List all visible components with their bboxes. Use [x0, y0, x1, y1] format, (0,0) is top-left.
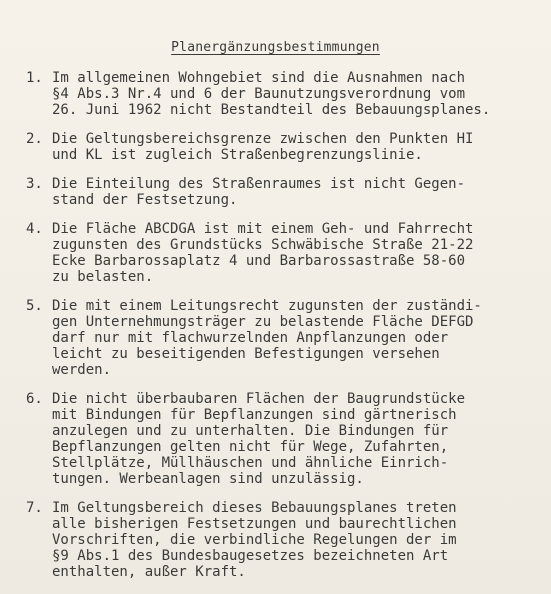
provision-number: 6.: [26, 391, 43, 407]
provision-number: 5.: [26, 298, 43, 314]
provision-item: [26, 298, 544, 378]
provision-number: 7.: [26, 500, 43, 516]
provision-number: 2.: [26, 131, 43, 147]
provision-text: Die nicht überbaubaren Flächen der Baugrundstücke mit Bindungen für Bepflanzungen sind gärtnerisch anzulegen und zu unterhalten. Die Bindungen für Bepflanzungen gelten nicht für Wege, Zufahrten, Stellplätze, Müllhäuschen und ähnliche Einrich- tungen. Werbeanlagen sind unzulässig.: [52, 391, 466, 487]
provision-text: Die Einteilung des Straßenraumes ist nicht Gegen- stand der Festsetzung.: [52, 176, 466, 208]
provision-text: Die Fläche ABCDGA ist mit einem Geh- und Fahrrecht zugunsten des Grundstücks Schwäbische Straße 21-22 Ecke Barbarossaplatz 4 und Barbarossastraße 58-60 zu belasten.: [52, 221, 474, 285]
provision-item: [26, 176, 544, 208]
provision-item: [26, 391, 544, 487]
provision-text: Die mit einem Leitungsrecht zugunsten der zuständi- gen Unternehmungsträger zu belastende Fläche DEFGD darf nur mit flachwurzelnden Anpflanzungen oder leicht zu beseitigenden Befestigungen versehen werden.: [52, 298, 482, 378]
provision-number: 4.: [26, 221, 43, 237]
provision-number: 1.: [26, 70, 43, 86]
provision-item: [26, 500, 544, 580]
provision-text: Im Geltungsbereich dieses Bebauungsplanes treten alle bisherigen Festsetzungen und baurechtlichen Vorschriften, die verbindliche Regelungen der im §9 Abs.1 des Bundesbaugesetzes bezeichneten Art enthalten, außer Kraft.: [52, 500, 457, 580]
provision-item: [26, 131, 544, 163]
provision-item: [26, 221, 544, 285]
provision-item: [26, 70, 544, 118]
provision-number: 3.: [26, 176, 43, 192]
document-title: Planergänzungsbestimmungen: [171, 40, 380, 55]
provision-text: Im allgemeinen Wohngebiet sind die Ausnahmen nach §4 Abs.3 Nr.4 und 6 der Baunutzungsverordnung vom 26. Juni 1962 nicht Bestandteil des Bebauungsplanes.: [52, 70, 491, 118]
provision-text: Die Geltungsbereichsgrenze zwischen den Punkten HI und KL ist zugleich Straßenbegrenzungslinie.: [52, 131, 474, 163]
provision-list: [26, 70, 544, 593]
